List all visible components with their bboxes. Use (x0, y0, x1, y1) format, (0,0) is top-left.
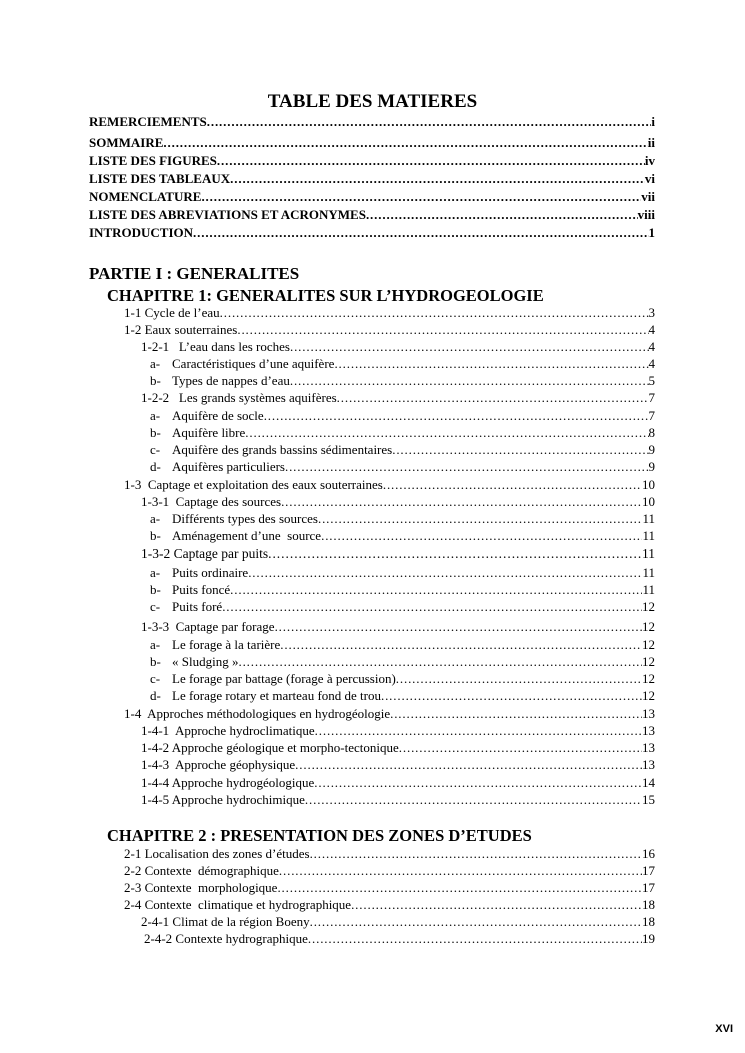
toc-item-number: c- (150, 599, 161, 614)
toc-page: 13 (642, 757, 655, 772)
toc-page: 7 (648, 408, 655, 423)
toc-page: 16 (642, 846, 655, 861)
toc-page: 11 (642, 546, 655, 561)
toc-item-number: b- (150, 373, 161, 388)
toc-label: Aquifère des grands bassins sédimentaires (172, 442, 393, 457)
toc-page: 8 (648, 425, 655, 440)
toc-entry (150, 528, 655, 544)
toc-label: 1-4-3 Approche géophysique (141, 757, 296, 772)
page-number: XVI (715, 1023, 733, 1035)
toc-entry (150, 356, 655, 372)
toc-page: 17 (642, 863, 655, 878)
toc-entry (141, 914, 655, 930)
toc-page: 18 (642, 897, 655, 912)
toc-label: 1-1 Cycle de l’eau (124, 305, 220, 320)
toc-entry (141, 546, 655, 562)
toc-page: 12 (642, 619, 655, 634)
toc-label: 1-4-2 Approche géologique et morpho-tectonique (141, 740, 399, 755)
toc-page: 13 (642, 706, 655, 721)
toc-label: 2-1 Localisation des zones d’études (124, 846, 310, 861)
toc-entry (124, 706, 655, 722)
toc-entry (141, 740, 655, 756)
toc-entry (150, 459, 655, 475)
toc-label: Aquifère libre (172, 425, 246, 440)
toc-label: Aquifères particuliers (172, 459, 285, 474)
toc-label: 1-2-1 L’eau dans les roches (141, 339, 290, 354)
toc-entry (141, 339, 655, 355)
toc-entry (150, 511, 655, 527)
toc-label: Types de nappes d’eau (172, 373, 290, 388)
toc-page: 9 (648, 459, 655, 474)
toc-page: vi (644, 171, 655, 186)
toc-page: 12 (642, 654, 655, 669)
toc-label: NOMENCLATURE (89, 189, 202, 204)
toc-entry (150, 582, 655, 598)
toc-page: 4 (648, 339, 655, 354)
toc-item-number: a- (150, 511, 161, 526)
toc-page: 12 (642, 671, 655, 686)
toc-page: 19 (642, 931, 655, 946)
toc-label: 1-4 Approches méthodologiques en hydrogéologie (124, 706, 391, 721)
toc-page: 10 (642, 477, 655, 492)
toc-label: 1-3-1 Captage des sources (141, 494, 282, 509)
toc-page: 11 (642, 528, 655, 543)
toc-label: Puits ordinaire (172, 565, 249, 580)
toc-entry (150, 599, 655, 615)
toc-label: LISTE DES FIGURES (89, 153, 217, 168)
toc-item-number: c- (150, 671, 161, 686)
toc-entry (150, 408, 655, 424)
toc-label: 1-2-2 Les grands systèmes aquifères (141, 390, 337, 405)
toc-label: Le forage rotary et marteau fond de trou (172, 688, 381, 703)
toc-page: iv (644, 153, 655, 168)
toc-page: 10 (642, 494, 655, 509)
toc-entry (124, 477, 655, 493)
toc-label: LISTE DES TABLEAUX (89, 171, 231, 186)
toc-item-number: a- (150, 356, 161, 371)
toc-label: REMERCIEMENTS (89, 114, 207, 129)
page-title: TABLE DES MATIERES (267, 91, 478, 112)
toc-entry (144, 931, 655, 947)
toc-label: Puits foncé (172, 582, 231, 597)
toc-label: SOMMAIRE (89, 135, 164, 150)
toc-label: 2-3 Contexte morphologique (124, 880, 278, 895)
toc-page: 13 (642, 723, 655, 738)
toc-page: 7 (648, 390, 655, 405)
toc-label: Puits foré (172, 599, 223, 614)
toc-label: 1-3-2 Captage par puits (141, 546, 269, 561)
toc-entry-remerciements (89, 114, 655, 130)
toc-entry (124, 305, 655, 321)
chapter-heading: CHAPITRE 2 : PRESENTATION DES ZONES D’ETUDES (107, 826, 532, 845)
toc-page: 17 (642, 880, 655, 895)
toc-entry (150, 671, 655, 687)
toc-label: 1-4-1 Approche hydroclimatique (141, 723, 315, 738)
toc-page: 4 (648, 322, 655, 337)
toc-page: 9 (648, 442, 655, 457)
toc-label: 2-4 Contexte climatique et hydrographique (124, 897, 352, 912)
toc-page: vii (641, 189, 655, 204)
toc-label: Caractéristiques d’une aquifère (172, 356, 335, 371)
toc-entry (150, 565, 655, 581)
toc-label: LISTE DES ABREVIATIONS ET ACRONYMES (89, 207, 366, 222)
chapter-heading: CHAPITRE 1: GENERALITES SUR L’HYDROGEOLOGIE (107, 286, 544, 305)
toc-item-number: b- (150, 528, 161, 543)
toc-entry (141, 494, 655, 510)
toc-entry (124, 880, 655, 896)
toc-entry (150, 654, 655, 670)
toc-page: 11 (642, 565, 655, 580)
toc-label: 1-3-3 Captage par forage (141, 619, 275, 634)
toc-entry (150, 637, 655, 653)
toc-label: Différents types des sources (172, 511, 318, 526)
toc-label: Aquifère de socle (172, 408, 264, 423)
toc-page: 12 (642, 637, 655, 652)
toc-entry (141, 619, 655, 635)
toc-label: Le forage par battage (forage à percussion) (172, 671, 396, 686)
toc-page: 11 (642, 582, 655, 597)
toc-entry (141, 723, 655, 739)
toc-item-number: b- (150, 654, 161, 669)
toc-entry (124, 322, 655, 338)
toc-entry (141, 775, 655, 791)
toc-item-number: a- (150, 637, 161, 652)
toc-entry (124, 897, 655, 913)
toc-entry (150, 373, 655, 389)
toc-label: 1-4-4 Approche hydrogéologique (141, 775, 315, 790)
toc-entry-abreviations (89, 207, 655, 223)
toc-page: 18 (642, 914, 655, 929)
toc-page: 12 (642, 688, 655, 703)
toc-entry (141, 792, 655, 808)
toc-label: 2-4-1 Climat de la région Boeny (141, 914, 310, 929)
toc-page: 13 (642, 740, 655, 755)
toc-label: Aménagement d’une source (172, 528, 322, 543)
toc-entry (141, 390, 655, 406)
toc-item-number: b- (150, 425, 161, 440)
toc-page: i (651, 114, 655, 129)
toc-item-number: d- (150, 688, 161, 703)
toc-page: 11 (642, 511, 655, 526)
toc-entry (150, 442, 655, 458)
toc-entry (124, 863, 655, 879)
toc-entry (124, 846, 655, 862)
toc-label: 1-2 Eaux souterraines (124, 322, 238, 337)
toc-page: 5 (648, 373, 655, 388)
toc-item-number: a- (150, 408, 161, 423)
toc-entry (141, 757, 655, 773)
toc-entry-liste-figures (89, 153, 655, 169)
toc-entry-introduction (89, 225, 655, 241)
toc-item-number: a- (150, 565, 161, 580)
toc-item-number: b- (150, 582, 161, 597)
toc-entry-liste-tableaux (89, 171, 655, 187)
toc-label: 2-2 Contexte démographique (124, 863, 279, 878)
toc-label: Le forage à la tarière (172, 637, 281, 652)
toc-page: 4 (648, 356, 655, 371)
part-heading: PARTIE I : GENERALITES (89, 264, 300, 283)
toc-label: INTRODUCTION (89, 225, 194, 240)
toc-label: « Sludging » (172, 654, 239, 669)
toc-page: 1 (648, 225, 655, 240)
toc-page: 15 (642, 792, 655, 807)
toc-item-number: c- (150, 442, 161, 457)
toc-entry (150, 688, 655, 704)
toc-page: 12 (642, 599, 655, 614)
toc-item-number: d- (150, 459, 161, 474)
toc-label: 1-3 Captage et exploitation des eaux souterraines (124, 477, 383, 492)
toc-entry-sommaire (89, 135, 655, 151)
toc-entry-nomenclature (89, 189, 655, 205)
toc-label: 2-4-2 Contexte hydrographique (144, 931, 308, 946)
toc-label: 1-4-5 Approche hydrochimique (141, 792, 305, 807)
toc-page: ii (647, 135, 655, 150)
toc-entry (150, 425, 655, 441)
toc-page: 3 (648, 305, 655, 320)
toc-page: 14 (642, 775, 655, 790)
toc-page: viii (637, 207, 655, 222)
